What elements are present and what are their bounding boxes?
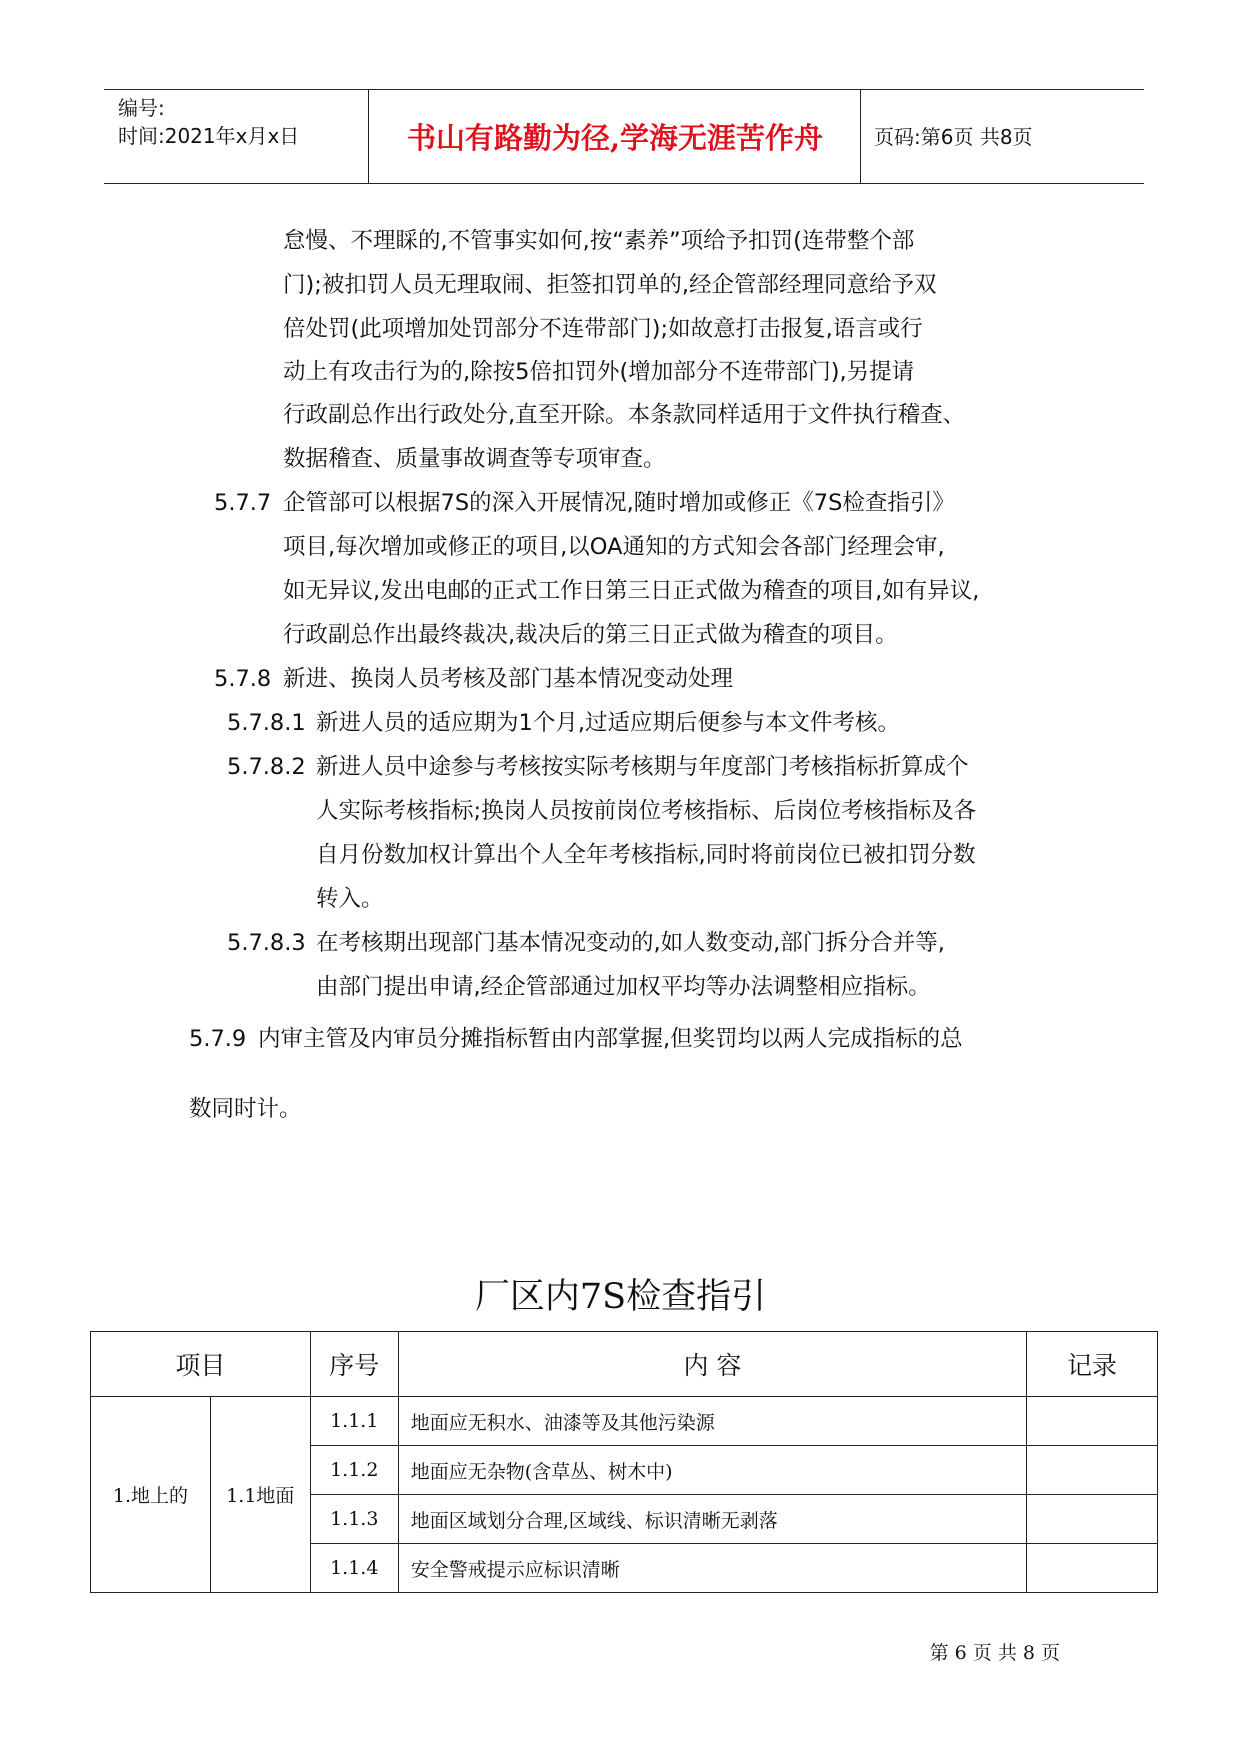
row-record <box>1027 1544 1158 1593</box>
text-line: 人实际考核指标;换岗人员按前岗位考核指标、后岗位考核指标及各 <box>316 798 977 824</box>
text-line: 行政副总作出行政处分,直至开除。本条款同样适用于文件执行稽查、 <box>283 402 966 428</box>
page-header <box>104 89 1144 184</box>
clause-number: 5.7.8.2 <box>227 754 306 780</box>
row-seq: 1.1.4 <box>310 1544 398 1593</box>
text-line: 怠慢、不理睬的,不管事实如何,按“素养”项给予扣罚(连带整个部 <box>283 228 915 254</box>
text-line: 新进人员中途参与考核按实际考核期与年度部门考核指标折算成个 <box>316 754 969 780</box>
clause-number: 5.7.8 <box>214 666 272 692</box>
row-record <box>1027 1446 1158 1495</box>
header-record: 记录 <box>1027 1332 1158 1397</box>
clause-number: 5.7.8.3 <box>227 930 306 956</box>
text-line: 新进人员的适应期为1个月,过适应期后便参与本文件考核。 <box>316 710 900 736</box>
row-content: 地面应无积水、油漆等及其他污染源 <box>398 1397 1026 1446</box>
time-label: 时间:2021年x月x日 <box>118 124 300 148</box>
text-line: 在考核期出现部门基本情况变动的,如人数变动,部门拆分合并等, <box>316 930 945 956</box>
row-content: 地面应无杂物(含草丛、树木中) <box>398 1446 1026 1495</box>
header-content: 内 容 <box>398 1332 1026 1397</box>
text-line: 内审主管及内审员分摊指标暂由内部掌握,但奖罚均以两人完成指标的总 <box>258 1026 963 1052</box>
text-line: 数据稽查、质量事故调查等专项审查。 <box>283 446 666 472</box>
text-line: 自月份数加权计算出个人全年考核指标,同时将前岗位已被扣罚分数 <box>316 842 976 868</box>
row-record <box>1027 1397 1158 1446</box>
header-item: 项目 <box>91 1332 311 1397</box>
group-level-2: 1.1地面 <box>210 1397 310 1593</box>
text-line: 倍处罚(此项增加处罚部分不连带部门);如故意打击报复,语言或行 <box>283 316 923 342</box>
row-content: 安全警戒提示应标识清晰 <box>398 1544 1026 1593</box>
code-label: 编号: <box>118 96 165 120</box>
page-footer: 第 6 页 共 8 页 <box>929 1642 1060 1664</box>
table-header-row <box>91 1332 1158 1397</box>
header-page-label: 页码:第6页 共8页 <box>874 125 1033 149</box>
row-record <box>1027 1495 1158 1544</box>
header-motto: 书山有路勤为径,学海无涯苦作舟 <box>406 121 824 155</box>
text-line: 新进、换岗人员考核及部门基本情况变动处理 <box>283 666 734 692</box>
text-line: 企管部可以根据7S的深入开展情况,随时增加或修正《7S检查指引》 <box>283 490 955 516</box>
header-divider <box>368 90 369 183</box>
header-left <box>118 94 299 150</box>
header-divider <box>860 90 861 183</box>
row-content: 地面区域划分合理,区域线、标识清晰无剥落 <box>398 1495 1026 1544</box>
text-line: 由部门提出申请,经企管部通过加权平均等办法调整相应指标。 <box>316 974 931 1000</box>
text-line: 门);被扣罚人员无理取闹、拒签扣罚单的,经企管部经理同意给予双 <box>283 272 937 298</box>
text-line: 数同时计。 <box>189 1096 302 1122</box>
text-line: 如无异议,发出电邮的正式工作日第三日正式做为稽查的项目,如有异议, <box>283 578 980 604</box>
clause-number: 5.7.8.1 <box>227 710 306 736</box>
text-line: 转入。 <box>316 886 384 912</box>
table-row <box>91 1397 1158 1446</box>
text-line: 行政副总作出最终裁决,裁决后的第三日正式做为稽查的项目。 <box>283 622 898 648</box>
header-seq: 序号 <box>310 1332 398 1397</box>
row-seq: 1.1.2 <box>310 1446 398 1495</box>
clause-number: 5.7.7 <box>214 490 272 516</box>
clause-number: 5.7.9 <box>189 1026 247 1052</box>
row-seq: 1.1.3 <box>310 1495 398 1544</box>
row-seq: 1.1.1 <box>310 1397 398 1446</box>
guide-table <box>90 1331 1158 1593</box>
guide-title: 厂区内7S检查指引 <box>474 1277 767 1317</box>
text-line: 动上有攻击行为的,除按5倍扣罚外(增加部分不连带部门),另提请 <box>283 359 915 385</box>
group-level-1: 1.地上的 <box>91 1397 211 1593</box>
text-line: 项目,每次增加或修正的项目,以OA通知的方式知会各部门经理会审, <box>283 534 945 560</box>
